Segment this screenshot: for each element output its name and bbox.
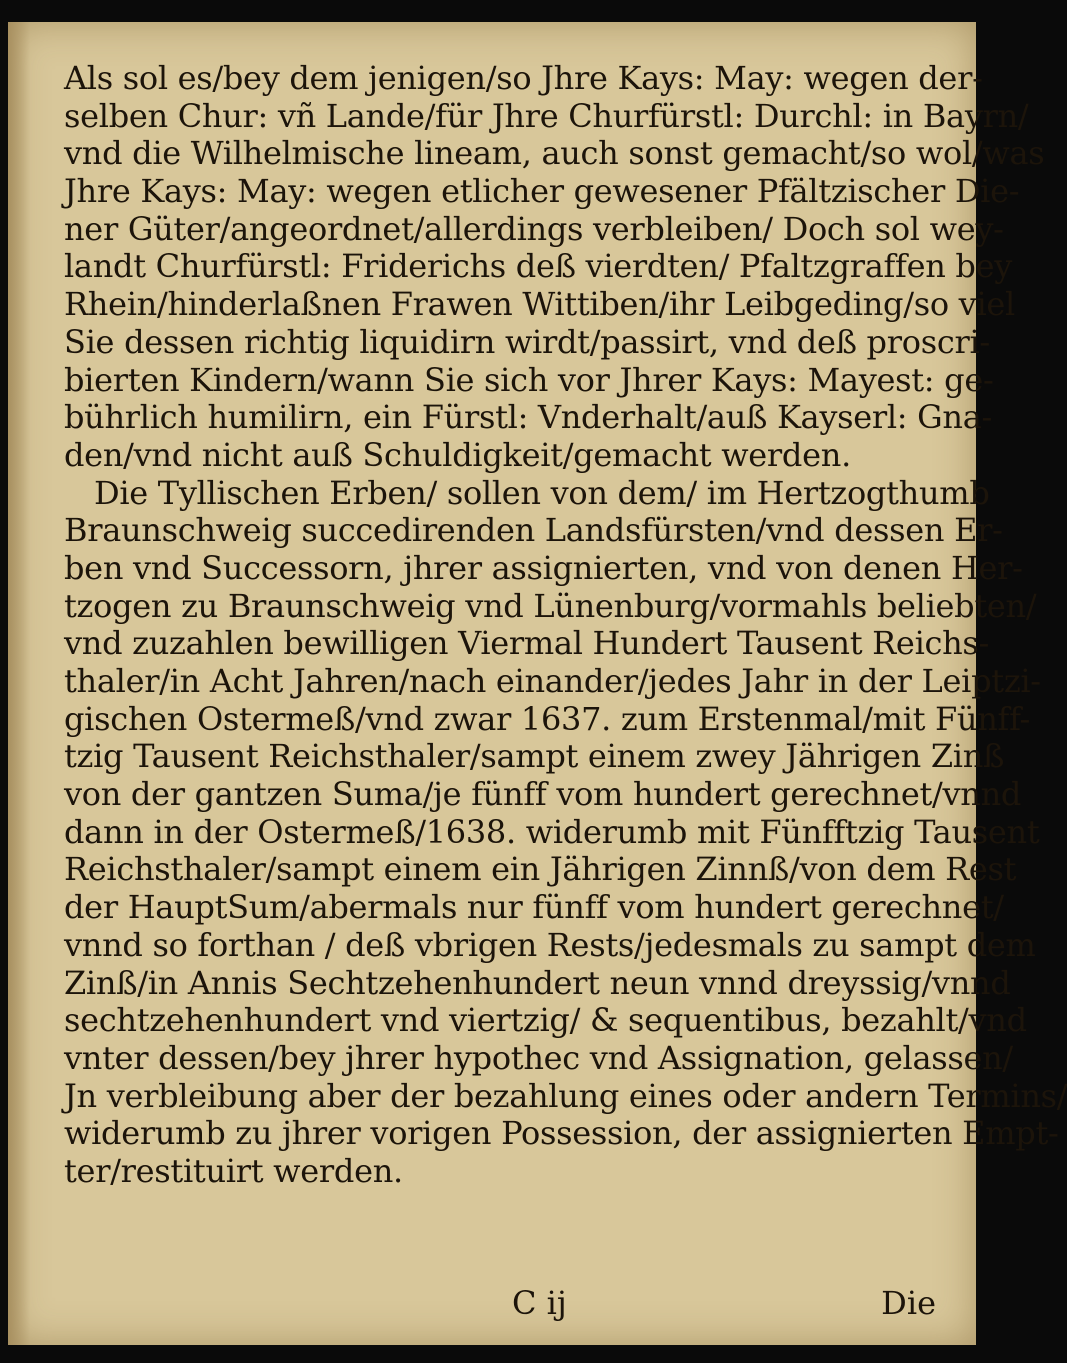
signature-mark: C ij [512,1284,567,1322]
text-line: vnd zuzahlen bewilligen Viermal Hundert Tausent Reichs- [64,624,990,663]
text-line: bierten Kindern/wann Sie sich vor Jhrer Kays: Mayest: ge- [64,360,994,399]
text-line: Braunschweig succedirenden Landsfürsten/vnd dessen Er- [64,511,1003,550]
paragraph-1 [64,59,1045,475]
text-line: Reichsthaler/sampt einem ein Jährigen Zinnß/von dem Rest [64,850,1017,889]
text-line: Zinß/in Annis Sechtzehenhundert neun vnnd dreyssig/vnnd [64,963,1011,1002]
text-line: von der gantzen Suma/je fünff vom hundert gerechnet/vnnd [64,775,1022,814]
text-line: vnd die Wilhelmische lineam, auch sonst gemacht/so wol/was [64,134,1045,173]
text-line: thaler/in Acht Jahren/nach einander/jedes Jahr in der Leiptzi- [64,662,1041,700]
catchword: Die [881,1284,936,1322]
text-line: sechtzehenhundert vnd viertzig/ & sequentibus, bezahlt/vnd [64,1001,1027,1040]
text-line: ben vnd Successorn, jhrer assignierten, vnd von denen Her- [64,548,1023,587]
text-line: den/vnd nicht auß Schuldigkeit/gemacht werden. [64,435,851,474]
text-line: Als sol es/bey dem jenigen/so Jhre Kays: May: wegen der- [64,59,983,97]
text-line: Jn verbleibung aber der bezahlung eines oder andern Termins/ [64,1076,1067,1115]
text-line: Rhein/hinderlaßnen Frawen Wittiben/ihr Leibgeding/so viel [64,285,1015,324]
page-footer [64,1284,944,1354]
text-line: gischen Ostermeß/vnd zwar 1637. zum Erstenmal/mit Fünff- [64,699,1030,738]
text-line: landt Churfürstl: Friderichs deß vierdten/ Pfaltzgraffen bey [64,247,1013,286]
text-line: bührlich humilirn, ein Fürstl: Vnderhalt/auß Kayserl: Gna- [64,398,993,437]
text-line: vnnd so forthan / deß vbrigen Rests/jedesmals zu sampt dem [64,925,1036,964]
text-line: ter/restituirt werden. [64,1151,403,1190]
text-line: selben Chur: vñ Lande/für Jhre Churfürstl: Durchl: in Bayrn/ [64,96,1029,135]
text-line: Die Tyllischen Erben/ sollen von dem/ im Hertzogthumb [94,473,990,512]
text-line: widerumb zu jhrer vorigen Possession, der assignierten Empt- [64,1114,1059,1153]
text-line: ner Güter/angeordnet/allerdings verbleiben/ Doch sol wey- [64,209,1004,248]
text-line: vnter dessen/bey jhrer hypothec vnd Assignation, gelassen/ [64,1038,1013,1077]
text-line: Sie dessen richtig liquidirn wirdt/passirt, vnd deß proscri- [64,322,990,361]
book-page [8,22,1067,1345]
text-line: dann in der Ostermeß/1638. widerumb mit Fünfftzig Tausent [64,812,1040,851]
paragraph-2 [64,473,1067,1191]
text-line: Jhre Kays: May: wegen etlicher gewesener Pfältzischer Die- [64,172,1020,211]
page-text [64,59,1067,1191]
text-line: der HauptSum/abermals nur fünff vom hundert gerechnet/ [64,888,1004,927]
text-line: tzogen zu Braunschweig vnd Lünenburg/vormahls beliebten/ [64,586,1037,625]
text-line: tzig Tausent Reichsthaler/sampt einem zwey Jährigen Zinß [64,737,1005,776]
